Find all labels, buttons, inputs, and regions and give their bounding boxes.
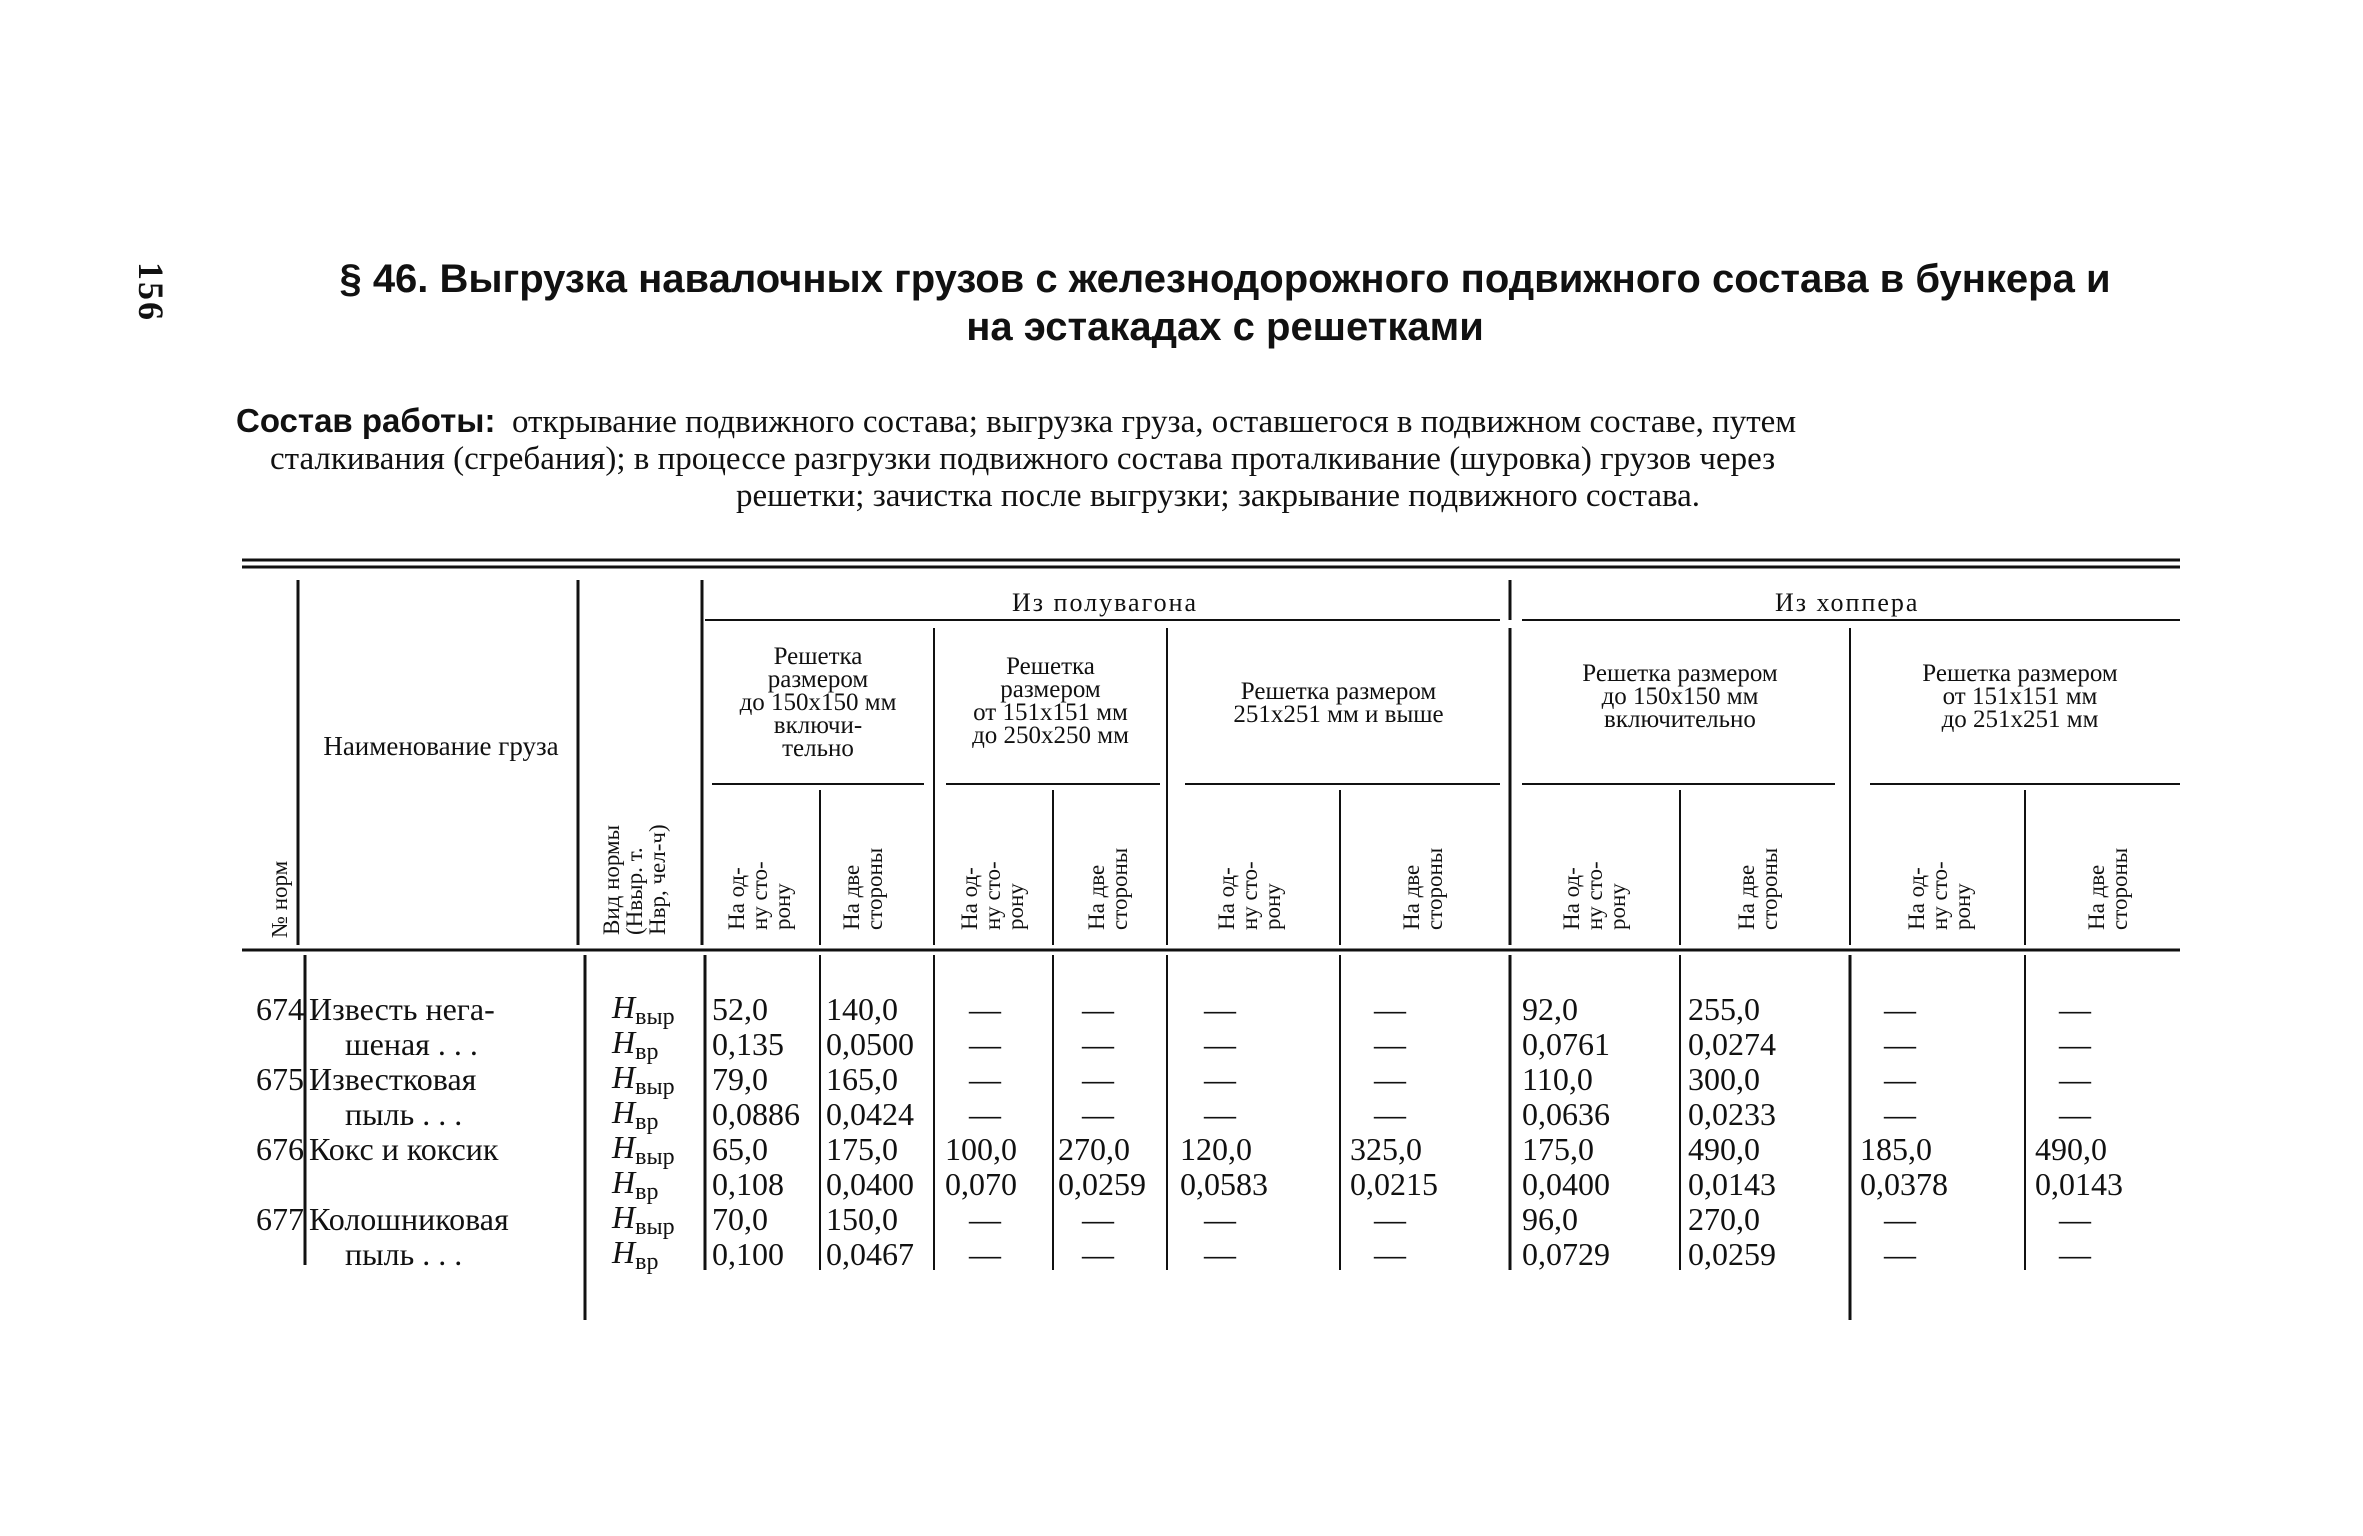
table-cell: 0,0400 <box>826 1166 914 1202</box>
table-cell: — <box>1204 1236 1236 1272</box>
table-cell: — <box>1082 1236 1114 1272</box>
table-cell: 140,0 <box>826 991 898 1027</box>
table-cell: 175,0 <box>1522 1131 1594 1167</box>
table-cell: — <box>969 1236 1001 1272</box>
table-cell: — <box>1082 1061 1114 1097</box>
col-5-two-sides: На две стороны <box>2084 847 2132 930</box>
table-cell: — <box>1884 1201 1916 1237</box>
table-cell: — <box>1204 1061 1236 1097</box>
table-cell: 0,0143 <box>1688 1166 1776 1202</box>
table-cell: 270,0 <box>1688 1201 1760 1237</box>
page-number: 156 <box>131 262 171 322</box>
table-cell: — <box>969 1096 1001 1132</box>
cargo-name: Известь нега- <box>309 991 495 1027</box>
table-cell: 0,100 <box>712 1236 784 1272</box>
table-cell: — <box>969 991 1001 1027</box>
work-composition-label: Состав работы: <box>236 402 496 439</box>
group-poluvagon: Из полувагона <box>1012 588 1199 617</box>
table-cell: 0,070 <box>945 1166 1017 1202</box>
table-cell: 0,0424 <box>826 1096 914 1132</box>
table-cell: 0,0233 <box>1688 1096 1776 1132</box>
subheader-3: Решетка размером 251х251 мм и выше <box>1233 678 1444 728</box>
table-cell: 0,0400 <box>1522 1166 1610 1202</box>
table-cell: — <box>1374 991 1406 1027</box>
table-cell: — <box>2059 1061 2091 1097</box>
norm-kind-vr: $Н_{вр}$ <box>612 1234 659 1275</box>
table-cell: — <box>1884 1096 1916 1132</box>
table-cell: 79,0 <box>712 1061 768 1097</box>
table-cell: 0,108 <box>712 1166 784 1202</box>
table-cell: — <box>1082 1026 1114 1062</box>
subheader-1: Решетка размером до 150х150 мм включи- тельно <box>739 643 897 762</box>
table-cell: — <box>969 1201 1001 1237</box>
norm-kind-vr: $Н_{вр}$ <box>612 1094 659 1135</box>
table-cell: 490,0 <box>1688 1131 1760 1167</box>
table-cell: — <box>969 1061 1001 1097</box>
table-cell: — <box>1374 1236 1406 1272</box>
header-name: Наименование груза <box>323 731 559 761</box>
table-cell: 490,0 <box>2035 1131 2107 1167</box>
norm-kind-vyr: $Н_{выр}$ <box>612 1059 675 1100</box>
cargo-name: Известковая <box>309 1061 477 1097</box>
table-cell: 0,0259 <box>1688 1236 1776 1272</box>
table-cell: 100,0 <box>945 1131 1017 1167</box>
table-cell: 0,0259 <box>1058 1166 1146 1202</box>
work-composition-line-3: решетки; зачистка после выгрузки; закрывание подвижного состава. <box>735 478 1701 514</box>
table-cell: 270,0 <box>1058 1131 1130 1167</box>
table-cell: 0,0886 <box>712 1096 800 1132</box>
work-composition-line-2: сталкивания (сгребания); в процессе разгрузки подвижного состава проталкивание (шуровка) грузов через <box>270 441 1776 477</box>
table-cell: 0,0143 <box>2035 1166 2123 1202</box>
col-2-one-side: На од- ну сто- рону <box>957 861 1028 930</box>
col-2-two-sides: На две стороны <box>1084 847 1132 930</box>
col-5-one-side: На од- ну сто- рону <box>1904 861 1975 930</box>
col-3-two-sides: На две стороны <box>1399 847 1447 930</box>
table-cell: — <box>1082 991 1114 1027</box>
table-cell: — <box>969 1026 1001 1062</box>
table-cell: 110,0 <box>1522 1061 1593 1097</box>
table-cell: — <box>1374 1096 1406 1132</box>
norm-number: 674 <box>256 991 304 1027</box>
table-cell: — <box>1374 1026 1406 1062</box>
table-cell: 96,0 <box>1522 1201 1578 1237</box>
table-cell: 175,0 <box>826 1131 898 1167</box>
table-cell: 0,0378 <box>1860 1166 1948 1202</box>
subheader-5: Решетка размером от 151х151 мм до 251х251 мм <box>1922 660 2118 733</box>
norm-kind-vyr: $Н_{выр}$ <box>612 1129 675 1170</box>
table-cell: — <box>2059 1096 2091 1132</box>
header-kind: Вид нормы (Нвыр. т. Нвр, чел-ч) <box>599 824 670 935</box>
table-cell: — <box>2059 1201 2091 1237</box>
norm-kind-vyr: $Н_{выр}$ <box>612 989 675 1030</box>
title-line-2: на эстакадах с решетками <box>966 305 1484 349</box>
table-cell: 0,0274 <box>1688 1026 1776 1062</box>
table-cell: 0,0583 <box>1180 1166 1268 1202</box>
table-cell: 255,0 <box>1688 991 1760 1027</box>
norm-kind-vr: $Н_{вр}$ <box>612 1024 659 1065</box>
group-hopper: Из хоппера <box>1775 588 1920 617</box>
table-cell: — <box>1884 1026 1916 1062</box>
table-cell: 0,0215 <box>1350 1166 1438 1202</box>
table-cell: — <box>2059 1236 2091 1272</box>
title-line-1: § 46. Выгрузка навалочных грузов с железнодорожного подвижного состава в бункера и <box>339 257 2111 301</box>
cargo-name-cont: пыль . . . <box>345 1236 463 1272</box>
cargo-name-cont: шеная . . . <box>345 1026 478 1062</box>
table-cell: — <box>1884 1236 1916 1272</box>
table-cell: 0,0729 <box>1522 1236 1610 1272</box>
table-cell: 185,0 <box>1860 1131 1932 1167</box>
norm-number: 675 <box>256 1061 304 1097</box>
cargo-name: Кокс и коксик <box>309 1131 499 1167</box>
table-cell: — <box>2059 1026 2091 1062</box>
table-cell: 0,0467 <box>826 1236 914 1272</box>
table-cell: 120,0 <box>1180 1131 1252 1167</box>
table-cell: — <box>1082 1201 1114 1237</box>
norm-number: 677 <box>256 1201 304 1237</box>
table-cell: — <box>1204 1201 1236 1237</box>
table-cell: 325,0 <box>1350 1131 1422 1167</box>
cargo-name: Колошниковая <box>309 1201 509 1237</box>
norm-kind-vyr: $Н_{выр}$ <box>612 1199 675 1240</box>
work-composition-line-1: открывание подвижного состава; выгрузка груза, оставшегося в подвижном составе, путем <box>511 404 1797 440</box>
table-cell: — <box>1884 1061 1916 1097</box>
table-cell: 165,0 <box>826 1061 898 1097</box>
table-cell: 0,135 <box>712 1026 784 1062</box>
col-4-one-side: На од- ну сто- рону <box>1559 861 1630 930</box>
table-cell: 92,0 <box>1522 991 1578 1027</box>
header-num: № норм <box>267 860 292 938</box>
norm-kind-vr: $Н_{вр}$ <box>612 1164 659 1205</box>
subheader-2: Решетка размером от 151х151 мм до 250х250 мм <box>972 653 1129 749</box>
table-cell: — <box>2059 991 2091 1027</box>
table-cell: 0,0500 <box>826 1026 914 1062</box>
subheader-4: Решетка размером до 150х150 мм включительно <box>1582 660 1778 733</box>
col-1-two-sides: На две стороны <box>839 847 887 930</box>
table-cell: — <box>1082 1096 1114 1132</box>
table-cell: 150,0 <box>826 1201 898 1237</box>
table-cell: — <box>1204 1096 1236 1132</box>
table-cell: 0,0636 <box>1522 1096 1610 1132</box>
table-cell: — <box>1204 1026 1236 1062</box>
col-1-one-side: На од- ну сто- рону <box>724 861 795 930</box>
col-3-one-side: На од- ну сто- рону <box>1214 861 1285 930</box>
cargo-name-cont: пыль . . . <box>345 1096 463 1132</box>
table-cell: — <box>1374 1201 1406 1237</box>
table-cell: — <box>1204 991 1236 1027</box>
table-cell: 65,0 <box>712 1131 768 1167</box>
table-cell: — <box>1374 1061 1406 1097</box>
table-cell: 300,0 <box>1688 1061 1760 1097</box>
table-cell: 70,0 <box>712 1201 768 1237</box>
table-cell: 0,0761 <box>1522 1026 1610 1062</box>
col-4-two-sides: На две стороны <box>1734 847 1782 930</box>
norm-number: 676 <box>256 1131 304 1167</box>
table-cell: 52,0 <box>712 991 768 1027</box>
table-cell: — <box>1884 991 1916 1027</box>
